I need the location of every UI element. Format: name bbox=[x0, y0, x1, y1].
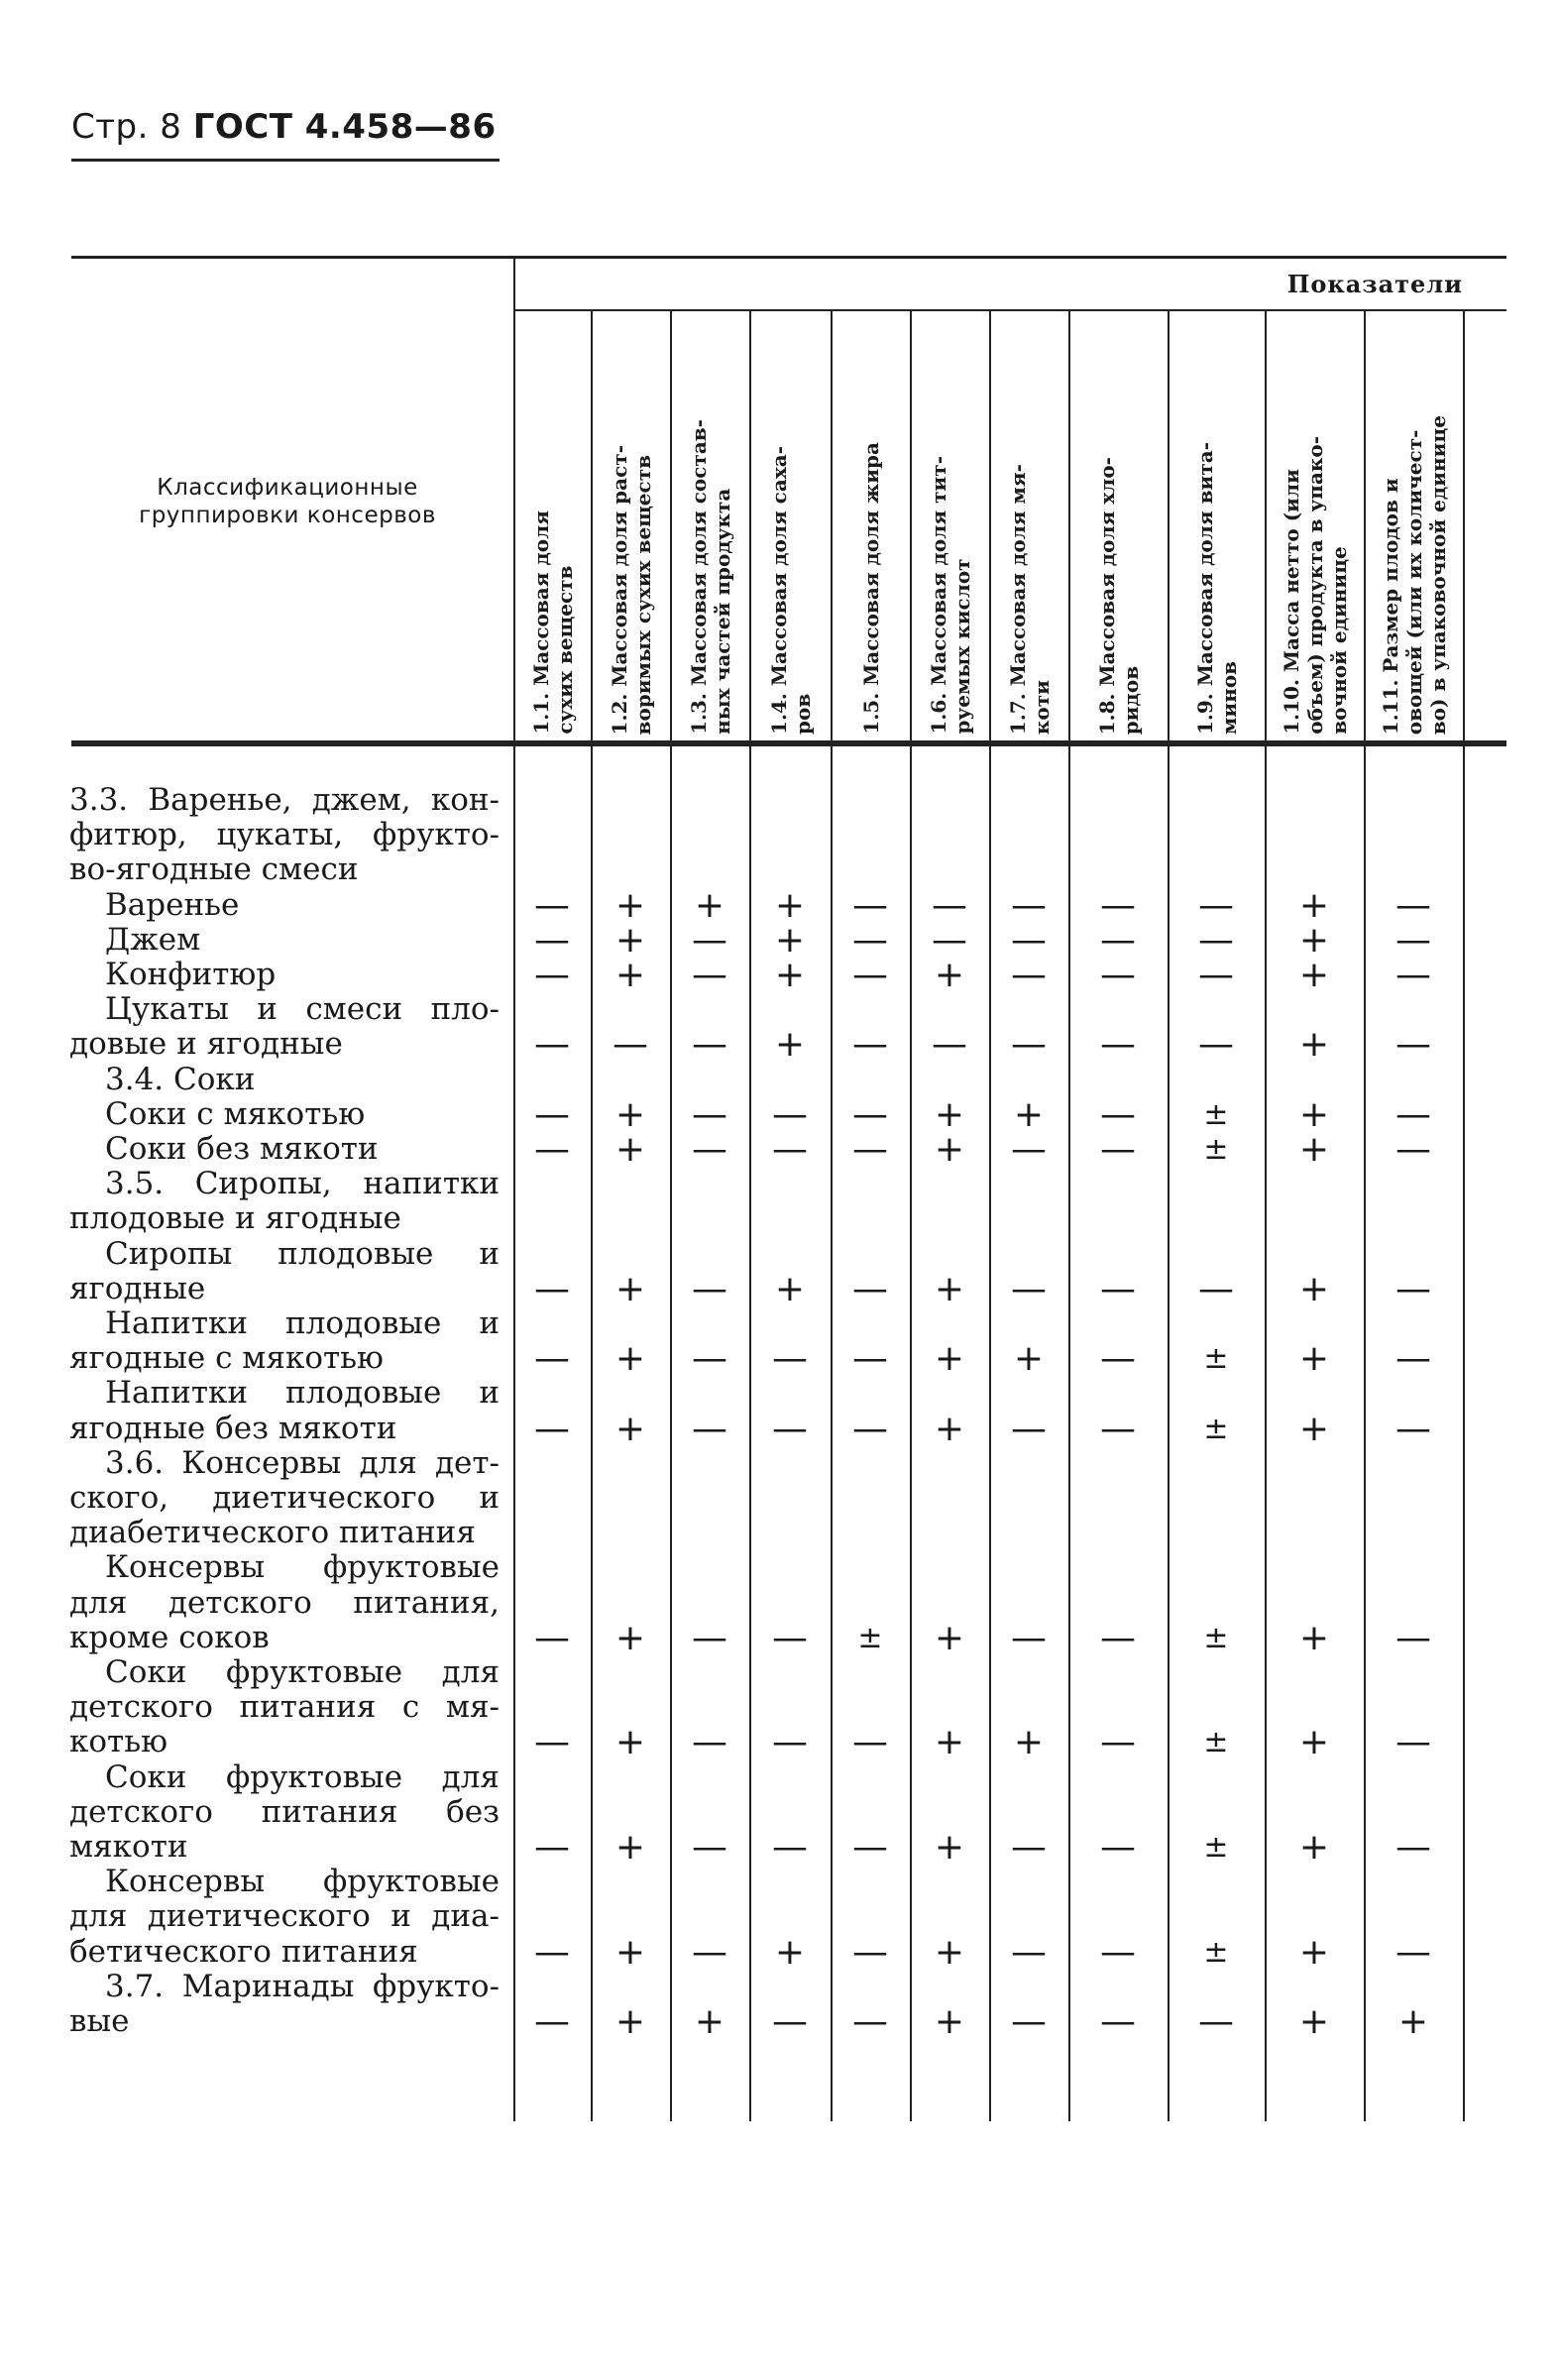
row-label: Джем bbox=[105, 922, 201, 958]
table-cell: — bbox=[1198, 1024, 1234, 1065]
table-cell: ± bbox=[1203, 1725, 1229, 1759]
table-cell: — bbox=[1011, 2001, 1047, 2042]
indicators-rule bbox=[513, 309, 1506, 311]
column-header bbox=[753, 313, 829, 735]
table-cell: + bbox=[934, 1618, 965, 1658]
column-header-text: 1.2. Массовая доля раст- воримых сухих веществ bbox=[608, 444, 655, 735]
column-header bbox=[993, 313, 1066, 735]
table-cell: — bbox=[1395, 885, 1431, 926]
table-cell: + bbox=[1298, 1409, 1330, 1449]
table-cell: — bbox=[852, 1932, 888, 1973]
row-label: Консервы фруктовые bbox=[105, 1864, 500, 1899]
table-cell: — bbox=[534, 1827, 570, 1868]
table-cell: + bbox=[1298, 1024, 1330, 1065]
table-cell: + bbox=[614, 1618, 646, 1658]
table-cell: — bbox=[1011, 1129, 1047, 1170]
table-cell: ± bbox=[1203, 1412, 1229, 1446]
table-cell: — bbox=[1395, 1024, 1431, 1065]
table-cell: + bbox=[1298, 1722, 1330, 1762]
table-cell: — bbox=[1011, 1827, 1047, 1868]
table-cell: — bbox=[692, 1618, 727, 1658]
column-header bbox=[835, 313, 908, 735]
row-label: 3.3. Варенье, джем, кон- bbox=[69, 782, 500, 818]
table-cell: — bbox=[852, 1722, 888, 1762]
table-cell: + bbox=[1013, 1094, 1045, 1135]
table-cell: — bbox=[772, 1094, 808, 1135]
table-cell: ± bbox=[1203, 1097, 1229, 1132]
table-cell: — bbox=[1395, 1618, 1431, 1658]
table-cell: — bbox=[534, 1129, 570, 1170]
row-label: Консервы фруктовые bbox=[105, 1549, 500, 1585]
row-label: 3.5. Сиропы, напитки bbox=[105, 1166, 500, 1201]
table-cell: — bbox=[1011, 885, 1047, 926]
row-label: фитюр, цукаты, фрукто- bbox=[69, 817, 500, 852]
table-cell: + bbox=[1298, 1827, 1330, 1868]
row-label: ского, диетического и bbox=[69, 1480, 500, 1516]
table-cell: + bbox=[614, 1932, 646, 1973]
table-cell: — bbox=[1100, 1024, 1136, 1065]
row-label: детского питания с мя- bbox=[69, 1689, 500, 1725]
table-cell: + bbox=[1298, 1338, 1330, 1379]
table-cell: — bbox=[852, 1269, 888, 1309]
column-header-text: 1.4. Массовая доля саха- ров bbox=[767, 446, 815, 735]
table-cell: — bbox=[613, 1024, 648, 1065]
table-cell: + bbox=[1397, 2001, 1429, 2042]
table-cell: — bbox=[1100, 2001, 1136, 2042]
table-cell: ± bbox=[1203, 1341, 1229, 1376]
table-cell: — bbox=[852, 1409, 888, 1449]
table-cell: + bbox=[614, 2001, 646, 2042]
row-label: бетического питания bbox=[69, 1934, 418, 1970]
column-divider bbox=[1463, 311, 1465, 2121]
table-cell: — bbox=[1011, 920, 1047, 961]
table-cell: + bbox=[694, 2001, 725, 2042]
row-label: Варенье bbox=[105, 887, 240, 923]
table-cell: — bbox=[1100, 1094, 1136, 1135]
table-cell: — bbox=[692, 1827, 727, 1868]
column-header-text: 1.3. Массовая доля состав- ных частей продукта bbox=[687, 419, 734, 735]
table-cell: ± bbox=[857, 1621, 883, 1655]
standard-number: ГОСТ 4.458—86 bbox=[192, 107, 497, 147]
row-label: вые bbox=[69, 2003, 130, 2039]
row-label: 3.7. Маринады фрукто- bbox=[105, 1969, 500, 2004]
table-cell: + bbox=[614, 920, 646, 961]
table-cell: + bbox=[1298, 1094, 1330, 1135]
table-cell: — bbox=[692, 920, 727, 961]
table-top-rule bbox=[71, 256, 1506, 259]
row-label: мякоти bbox=[69, 1829, 188, 1865]
row-label: Соки с мякотью bbox=[105, 1096, 366, 1132]
table-cell: ± bbox=[1203, 1132, 1229, 1167]
column-header-text: 1.8. Массовая доля хло- ридов bbox=[1095, 456, 1143, 735]
table-cell: — bbox=[852, 955, 888, 995]
column-header bbox=[914, 313, 987, 735]
row-label: ягодные без мякоти bbox=[69, 1411, 397, 1446]
stub-header bbox=[89, 474, 486, 529]
table-cell: + bbox=[774, 1932, 806, 1973]
column-header-text: 1.7. Массовая доля мя- коти bbox=[1006, 463, 1054, 735]
table-cell: ± bbox=[1203, 1621, 1229, 1655]
table-cell: — bbox=[852, 1094, 888, 1135]
column-header bbox=[1269, 313, 1362, 735]
row-label: для детского питания, bbox=[69, 1585, 500, 1621]
table-cell: + bbox=[1013, 1338, 1045, 1379]
table-cell: — bbox=[1395, 955, 1431, 995]
table-cell: — bbox=[772, 2001, 808, 2042]
indicators-header: Показатели bbox=[1286, 270, 1463, 298]
column-header bbox=[1072, 313, 1166, 735]
table-cell: + bbox=[934, 1827, 965, 1868]
row-label: довые и ягодные bbox=[69, 1026, 343, 1062]
table-cell: — bbox=[1100, 955, 1136, 995]
table-cell: — bbox=[852, 1827, 888, 1868]
table-cell: — bbox=[772, 1338, 808, 1379]
table-cell: — bbox=[1395, 1269, 1431, 1309]
header-rule bbox=[71, 159, 500, 162]
column-header-text: 1.6. Массовая доля тит- руемых кислот bbox=[927, 456, 974, 735]
table-cell: — bbox=[1100, 1618, 1136, 1658]
table-cell: + bbox=[774, 885, 806, 926]
column-header-text: 1.9. Массовая доля вита- минов bbox=[1193, 442, 1241, 735]
header-bottom-rule bbox=[71, 740, 1506, 746]
table-cell: + bbox=[614, 1269, 646, 1309]
table-cell: + bbox=[614, 955, 646, 995]
row-label: для диетического и диа- bbox=[69, 1898, 500, 1934]
table-cell: — bbox=[1100, 1932, 1136, 1973]
row-label: Напитки плодовые и bbox=[105, 1375, 500, 1411]
table-cell: — bbox=[534, 1932, 570, 1973]
table-cell: ± bbox=[1203, 1935, 1229, 1970]
table-cell: — bbox=[1395, 1094, 1431, 1135]
table-cell: — bbox=[852, 2001, 888, 2042]
table-cell: — bbox=[1100, 1269, 1136, 1309]
row-label: диабетического питания bbox=[69, 1515, 476, 1550]
table-cell: — bbox=[1395, 1338, 1431, 1379]
table-cell: — bbox=[1011, 1269, 1047, 1309]
page-header bbox=[71, 107, 497, 147]
table-cell: — bbox=[1100, 1827, 1136, 1868]
row-label: во-ягодные смеси bbox=[69, 851, 359, 887]
table-cell: — bbox=[1100, 885, 1136, 926]
row-label: Цукаты и смеси пло- bbox=[105, 991, 500, 1027]
table-cell: — bbox=[692, 1269, 727, 1309]
row-label: Соки фруктовые для bbox=[105, 1654, 500, 1690]
table-cell: + bbox=[774, 1024, 806, 1065]
table-cell: — bbox=[534, 1338, 570, 1379]
table-cell: + bbox=[1013, 1722, 1045, 1762]
row-label: Соки фруктовые для bbox=[105, 1759, 500, 1795]
table-cell: — bbox=[772, 1722, 808, 1762]
table-cell: + bbox=[694, 885, 725, 926]
table-cell: — bbox=[534, 1722, 570, 1762]
table-cell: + bbox=[774, 920, 806, 961]
table-cell: — bbox=[1395, 1722, 1431, 1762]
column-header-text: 1.10. Масса нетто (или объем) продукта в упако- вочной единице bbox=[1280, 436, 1351, 735]
table-cell: — bbox=[1100, 1722, 1136, 1762]
table-cell: — bbox=[534, 920, 570, 961]
table-cell: + bbox=[774, 1269, 806, 1309]
table-cell: + bbox=[1298, 2001, 1330, 2042]
table-cell: — bbox=[692, 1129, 727, 1170]
table-cell: — bbox=[1100, 1338, 1136, 1379]
table-cell: — bbox=[932, 1024, 967, 1065]
table-cell: — bbox=[772, 1618, 808, 1658]
table-cell: + bbox=[614, 1094, 646, 1135]
row-label: ягодные с мякотью bbox=[69, 1340, 385, 1376]
table-cell: ± bbox=[1203, 1830, 1229, 1865]
table-cell: + bbox=[934, 1409, 965, 1449]
table-cell: — bbox=[772, 1409, 808, 1449]
table-cell: — bbox=[692, 1932, 727, 1973]
table-cell: — bbox=[534, 1024, 570, 1065]
table-cell: + bbox=[1298, 1129, 1330, 1170]
column-header bbox=[517, 313, 589, 735]
table-cell: — bbox=[692, 1722, 727, 1762]
table-cell: + bbox=[934, 2001, 965, 2042]
table-cell: — bbox=[1198, 2001, 1234, 2042]
table-cell: + bbox=[1298, 920, 1330, 961]
column-header bbox=[595, 313, 668, 735]
table-cell: — bbox=[1198, 955, 1234, 995]
column-header bbox=[1368, 313, 1461, 735]
table-cell: — bbox=[1011, 1618, 1047, 1658]
table-cell: — bbox=[852, 1338, 888, 1379]
table-cell: — bbox=[1011, 1024, 1047, 1065]
table-cell: — bbox=[1395, 1129, 1431, 1170]
row-label: котью bbox=[69, 1724, 168, 1759]
table-cell: — bbox=[852, 1024, 888, 1065]
table-cell: — bbox=[1395, 1409, 1431, 1449]
table-cell: — bbox=[1198, 920, 1234, 961]
table-cell: + bbox=[614, 1409, 646, 1449]
table-cell: — bbox=[1011, 1932, 1047, 1973]
table-cell: + bbox=[1298, 955, 1330, 995]
row-label: 3.6. Консервы для дет- bbox=[105, 1445, 500, 1481]
row-label: 3.4. Соки bbox=[105, 1062, 256, 1097]
table-cell: + bbox=[1298, 1269, 1330, 1309]
table-cell: — bbox=[692, 1094, 727, 1135]
table-cell: — bbox=[1100, 1129, 1136, 1170]
table-cell: — bbox=[772, 1129, 808, 1170]
table-cell: — bbox=[692, 1409, 727, 1449]
table-cell: — bbox=[534, 885, 570, 926]
row-label: детского питания без bbox=[69, 1794, 500, 1830]
table-cell: — bbox=[692, 1024, 727, 1065]
column-header bbox=[674, 313, 747, 735]
table-cell: — bbox=[772, 1827, 808, 1868]
table-cell: — bbox=[1395, 920, 1431, 961]
table-cell: — bbox=[692, 1338, 727, 1379]
table-cell: + bbox=[614, 1129, 646, 1170]
table-cell: — bbox=[852, 885, 888, 926]
stub-header-line: группировки консервов bbox=[139, 503, 436, 528]
table-cell: — bbox=[852, 920, 888, 961]
stub-header-line: Классификационные bbox=[157, 475, 418, 501]
table-cell: + bbox=[934, 1129, 965, 1170]
table-cell: — bbox=[1198, 1269, 1234, 1309]
table-cell: — bbox=[1011, 955, 1047, 995]
row-label: Конфитюр bbox=[105, 957, 277, 992]
column-header-text: 1.11. Размер плодов и овощей (или их количест- во) в упаковочной единице bbox=[1379, 414, 1450, 735]
table-cell: — bbox=[1100, 920, 1136, 961]
table-cell: + bbox=[934, 1722, 965, 1762]
table-cell: — bbox=[534, 2001, 570, 2042]
table-cell: — bbox=[1011, 1409, 1047, 1449]
table-cell: + bbox=[614, 885, 646, 926]
table-cell: + bbox=[1298, 1618, 1330, 1658]
table-cell: + bbox=[934, 1094, 965, 1135]
table-cell: + bbox=[934, 1269, 965, 1309]
row-label: кроме соков bbox=[69, 1620, 270, 1655]
table-cell: — bbox=[1100, 1409, 1136, 1449]
table-cell: — bbox=[534, 1618, 570, 1658]
table-cell: + bbox=[614, 1722, 646, 1762]
row-label: Напитки плодовые и bbox=[105, 1305, 500, 1341]
table-cell: + bbox=[614, 1827, 646, 1868]
table-cell: + bbox=[1298, 885, 1330, 926]
row-label: Сиропы плодовые и bbox=[105, 1236, 500, 1272]
table-cell: — bbox=[534, 1094, 570, 1135]
table-cell: — bbox=[1395, 1827, 1431, 1868]
row-label: ягодные bbox=[69, 1271, 206, 1306]
table-cell: + bbox=[934, 955, 965, 995]
table-cell: — bbox=[692, 955, 727, 995]
table-cell: + bbox=[934, 1932, 965, 1973]
table-cell: + bbox=[614, 1338, 646, 1379]
table-cell: — bbox=[534, 1269, 570, 1309]
table-cell: + bbox=[1298, 1932, 1330, 1973]
table-cell: — bbox=[534, 1409, 570, 1449]
page-number: Стр. 8 bbox=[71, 107, 182, 147]
column-header-text: 1.1. Массовая доля сухих веществ bbox=[529, 510, 577, 735]
table-cell: — bbox=[852, 1129, 888, 1170]
table-cell: — bbox=[932, 885, 967, 926]
table-cell: — bbox=[1198, 885, 1234, 926]
table-cell: — bbox=[1395, 1932, 1431, 1973]
row-label: Соки без мякоти bbox=[105, 1131, 379, 1167]
table-cell: — bbox=[932, 920, 967, 961]
column-header-text: 1.5. Массовая доля жира bbox=[859, 442, 883, 735]
row-label: плодовые и ягодные bbox=[69, 1200, 401, 1236]
column-header bbox=[1171, 313, 1263, 735]
table-cell: — bbox=[534, 955, 570, 995]
table-cell: + bbox=[934, 1338, 965, 1379]
table-cell: + bbox=[774, 955, 806, 995]
